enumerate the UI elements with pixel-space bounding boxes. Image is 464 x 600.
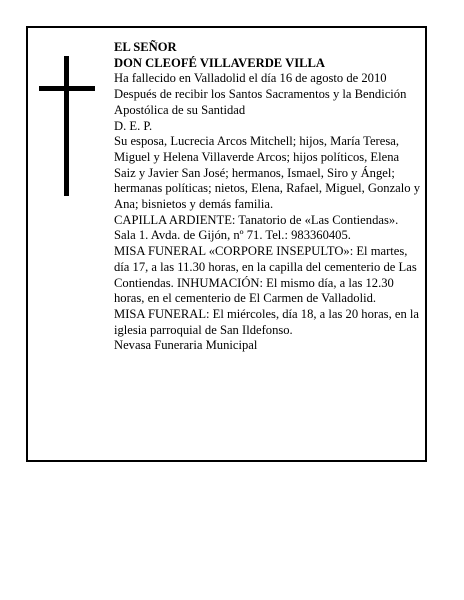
dep-line: D. E. P. [114,118,153,133]
cross-icon-horizontal-bar [39,86,95,91]
obituary-text [114,40,420,354]
funeral-mass-info: MISA FUNERAL «CORPORE INSEPULTO»: El martes, día 17, a las 11.30 horas, en la capilla del cementerio de Las Contiendas. INHUMACIÓN: El mismo día, a las 12.30 horas, en el cementerio de El Carmen de Valladolid. [114,244,417,306]
chapel-info: CAPILLA ARDIENTE: Tanatorio de «Las Contiendas». Sala 1. Avda. de Gijón, nº 71. Tel.: 983360405. [114,212,399,243]
deceased-name: DON CLEOFÉ VILLAVERDE VILLA [114,55,325,70]
title-line: EL SEÑOR [114,40,177,54]
family-list: Su esposa, Lucrecia Arcos Mitchell; hijos, María Teresa, Miguel y Helena Villaverde Arcos; hijos políticos, Elena Saiz y Javier San José; hermanos, Ismael, Siro y Ángel; hermanas políticas; nietos, Elena, Rafael, Miguel, Gonzalo y Ana; bisnietos y demás familia. [114,134,421,212]
funeral-home: Nevasa Funeraria Municipal [114,338,258,353]
cross-icon-vertical-bar [64,56,69,196]
passing-statement: Ha fallecido en Valladolid el día 16 de agosto de 2010 [114,71,387,86]
second-mass-info: MISA FUNERAL: El miércoles, día 18, a las 20 horas, en la iglesia parroquial de San Ildefonso. [114,306,419,337]
sacraments-statement: Después de recibir los Santos Sacramentos y la Bendición Apostólica de su Santidad [114,87,407,117]
